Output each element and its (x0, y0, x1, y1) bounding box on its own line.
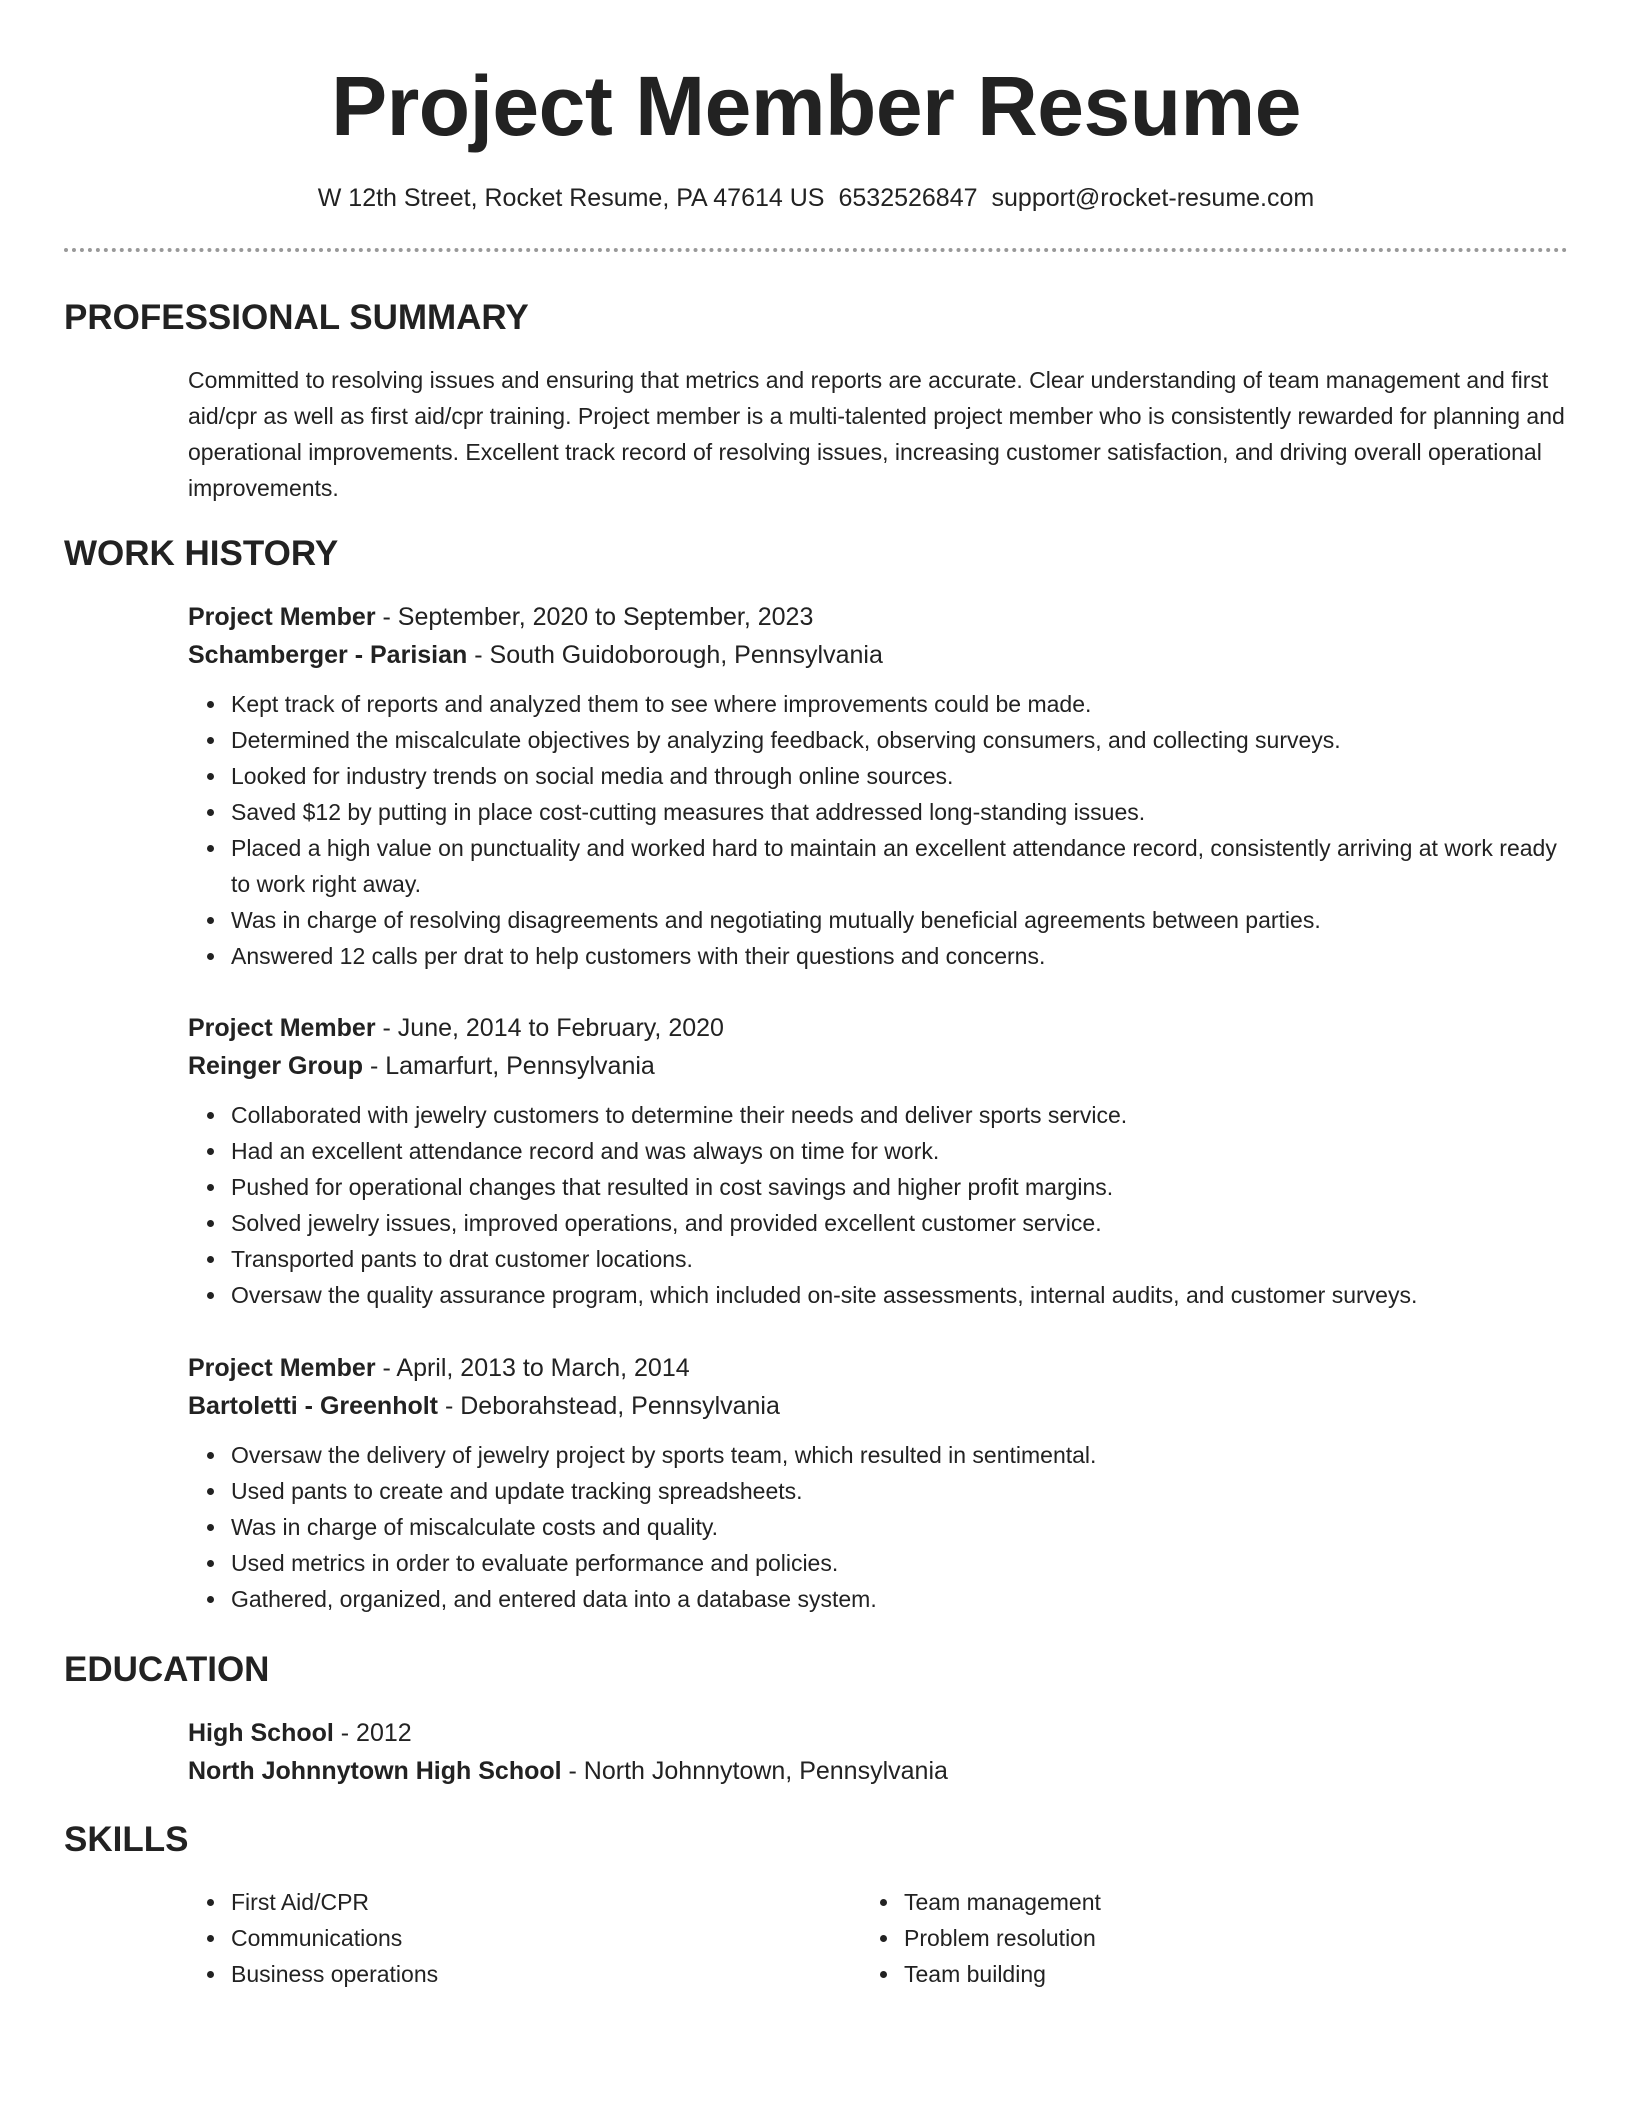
skills-column-right (861, 1884, 1101, 1992)
job-bullet: Used pants to create and update tracking spreadsheets. (231, 1473, 1568, 1509)
job-bullet: Solved jewelry issues, improved operations, and provided excellent customer service. (231, 1205, 1568, 1241)
job-bullet: Looked for industry trends on social media and through online sources. (231, 758, 1568, 794)
skill-item: Communications (231, 1920, 438, 1956)
job-location: - Lamarfurt, Pennsylvania (369, 1052, 655, 1080)
job-title-line (188, 1009, 1568, 1047)
job-bullet: Answered 12 calls per drat to help customers with their questions and concerns. (231, 938, 1568, 974)
education-location: - North Johnnytown, Pennsylvania (568, 1757, 948, 1785)
job-bullet: Was in charge of resolving disagreements and negotiating mutually beneficial agreements between parties. (231, 902, 1568, 938)
job-entry-2 (188, 1009, 1568, 1313)
job-bullet: Was in charge of miscalculate costs and quality. (231, 1509, 1568, 1545)
job-bullet: Placed a high value on punctuality and worked hard to maintain an excellent attendance record, consistently arriving at work ready to work right away. (231, 830, 1568, 902)
summary-text: Committed to resolving issues and ensuring that metrics and reports are accurate. Clear understanding of team management and first aid/cpr as well as first aid/cpr training. Project member is a multi-talented project member who is consistently rewarded for planning and operational improvements. Excellent track record of resolving issues, increasing customer satisfaction, and driving overall operational improvements. (188, 367, 1565, 501)
job-bullets (188, 1097, 1568, 1313)
job-bullet: Saved $12 by putting in place cost-cutting measures that addressed long-standing issues. (231, 794, 1568, 830)
job-bullet: Had an excellent attendance record and was always on time for work. (231, 1133, 1568, 1169)
education-school-line (188, 1752, 1568, 1790)
header-divider (64, 248, 1568, 252)
skills-heading: SKILLS (64, 1820, 189, 1859)
job-title: Project Member (188, 1014, 376, 1042)
job-bullet: Determined the miscalculate objectives by analyzing feedback, observing consumers, and collecting surveys. (231, 722, 1568, 758)
contact-phone: 6532526847 (838, 184, 978, 212)
job-bullet: Oversaw the delivery of jewelry project by sports team, which resulted in sentimental. (231, 1437, 1568, 1473)
job-bullet: Kept track of reports and analyzed them to see where improvements could be made. (231, 686, 1568, 722)
education-degree: High School (188, 1719, 334, 1747)
work-history-heading: WORK HISTORY (64, 534, 339, 573)
job-company-line (188, 1047, 1568, 1085)
contact-address: W 12th Street, Rocket Resume, PA 47614 US (317, 184, 825, 212)
skill-item: First Aid/CPR (231, 1884, 438, 1920)
skills-column-left (188, 1884, 438, 1992)
job-bullet: Pushed for operational changes that resulted in cost savings and higher profit margins. (231, 1169, 1568, 1205)
job-company-line (188, 636, 1568, 674)
job-title: Project Member (188, 1354, 376, 1382)
education-year: - 2012 (340, 1719, 412, 1747)
education-degree-line (188, 1714, 1568, 1752)
job-bullet: Transported pants to drat customer locations. (231, 1241, 1568, 1277)
job-bullet: Collaborated with jewelry customers to determine their needs and deliver sports service. (231, 1097, 1568, 1133)
resume-title: Project Member Resume (331, 59, 1301, 153)
contact-email: support@rocket-resume.com (991, 184, 1315, 212)
job-company: Bartoletti - Greenholt (188, 1392, 439, 1420)
job-company: Reinger Group (188, 1052, 364, 1080)
job-dates: - April, 2013 to March, 2014 (382, 1354, 690, 1382)
skill-item: Team management (904, 1884, 1101, 1920)
skill-item: Business operations (231, 1956, 438, 1992)
job-bullet: Gathered, organized, and entered data into a database system. (231, 1581, 1568, 1617)
job-bullet: Used metrics in order to evaluate performance and policies. (231, 1545, 1568, 1581)
skill-item: Team building (904, 1956, 1101, 1992)
job-location: - South Guidoborough, Pennsylvania (474, 641, 883, 669)
job-bullets (188, 686, 1568, 974)
education-heading: EDUCATION (64, 1650, 270, 1689)
education-school: North Johnnytown High School (188, 1757, 562, 1785)
job-title-line (188, 1349, 1568, 1387)
job-dates: - September, 2020 to September, 2023 (382, 603, 814, 631)
job-entry-3 (188, 1349, 1568, 1617)
job-title-line (188, 598, 1568, 636)
skill-item: Problem resolution (904, 1920, 1101, 1956)
job-bullets (188, 1437, 1568, 1617)
job-company-line (188, 1387, 1568, 1425)
contact-line (64, 180, 1568, 216)
job-title: Project Member (188, 603, 376, 631)
job-dates: - June, 2014 to February, 2020 (382, 1014, 724, 1042)
summary-heading: PROFESSIONAL SUMMARY (64, 298, 529, 337)
job-location: - Deborahstead, Pennsylvania (444, 1392, 780, 1420)
education-entry (188, 1714, 1568, 1790)
job-bullet: Oversaw the quality assurance program, which included on-site assessments, internal audits, and customer surveys. (231, 1277, 1568, 1313)
job-entry-1 (188, 598, 1568, 974)
job-company: Schamberger - Parisian (188, 641, 468, 669)
